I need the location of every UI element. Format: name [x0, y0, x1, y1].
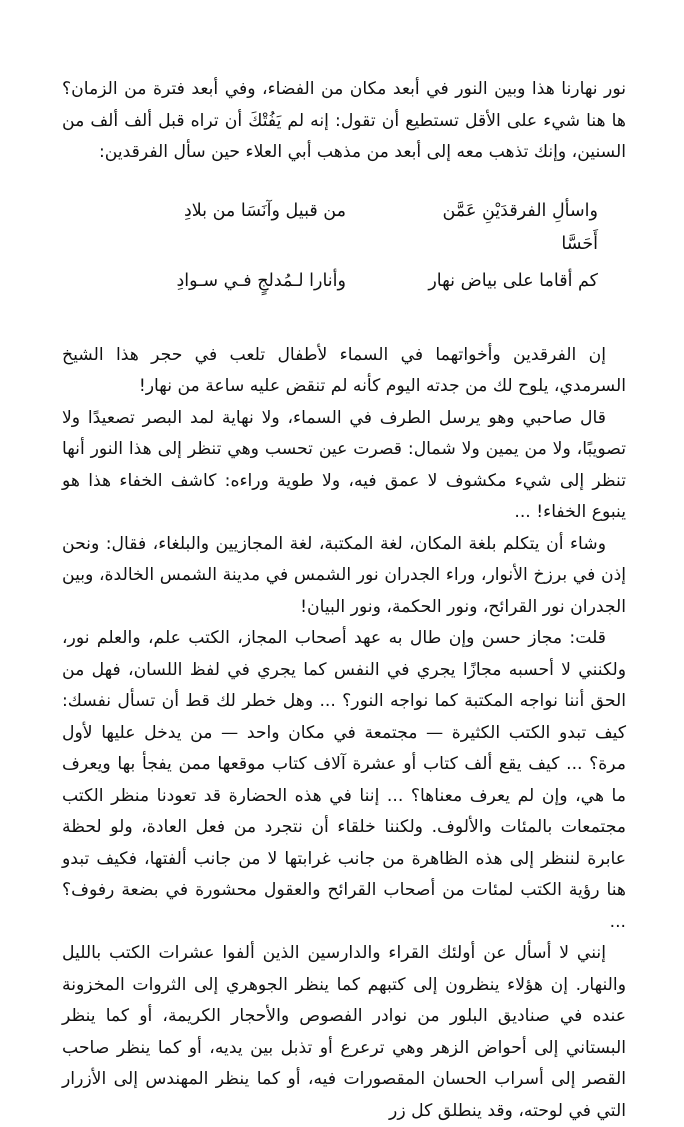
- poem-second-hemistich: من قبيل وآنَسَا من بلادِ: [183, 200, 346, 221]
- paragraph: قال صاحبي وهو يرسل الطرف في السماء، ولا نهاية لمد البصر تصعيدًا ولا تصويبًا، ولا من يمين ولا شمال: قصرت عين تحسب وهي تنظر إلى هذا النور أنها تنظر إلى شيء مكشوف لا عمق فيه، ولا طوية وراءه: كاشف الخفاء هذا هو ينبوع الخفاء! ...: [62, 407, 626, 522]
- poem-first-hemistich: كم أقاما على بياض نهار: [428, 270, 598, 291]
- poem-verses: [62, 195, 626, 298]
- poem-verse: [62, 195, 626, 261]
- paragraph: إنني لا أسأل عن أولئك القراء والدارسين الذين ألفوا عشرات الكتب بالليل والنهار. إن هؤلاء ينظرون إلى كتبهم كما ينظر الجوهري إلى الثروات المخزونة عنده في صناديق البلور من نوادر الفصوص والأحجار الكريمة، أو كما ينظر البستاني إلى أحواض الزهر وهي ترعرع أو تذبل بين يديه، أو كما ينظر صاحب القصر إلى أسراب الحسان المقصورات فيه، أو كما ينظر المهندس إلى الأزرار التي في لوحته، وقد ينطلق كل زر: [62, 943, 626, 1121]
- paragraph: قلت: مجاز حسن وإن طال به عهد أصحاب المجاز، الكتب علم، والعلم نور، ولكنني لا أحسبه مجازًا يجري في النفس كما يجري في لفظ اللسان، فهل من الحق أننا نواجه المكتبة كما نواجه النور؟ ... وهل خطر لك قط أن تسأل نفسك: كيف تبدو الكتب الكثيرة — مجتمعة في مكان واحد — من يدخل عليها لأول مرة؟ ... كيف يقع ألف كتاب أو عشرة آلاف كتاب موقعها ممن يفجأ بها ويعرف ما هي، وإن لم يعرف معناها؟ ... إننا في هذه الحضارة قد تعودنا منظر الكتب مجتمعات بالمئات والألوف. ولكننا خلقاء أن نتجرد من فعل العادة، ولو لحظة عابرة لننظر إلى هذه الظاهرة من جانب غرابتها لا من جانب ألفتها، فكيف تبدو هنا رؤية الكتب لمئات من أصحاب القرائح والعقول محشورة في بضعة رفوف؟ ...: [62, 628, 626, 932]
- poem-first-hemistich: واسألِ الفرقدَيْنِ عَمَّن أَحَسَّا: [442, 200, 598, 254]
- intro-paragraph: نور نهارنا هذا وبين النور في أبعد مكان من الفضاء، وفي أبعد فترة من الزمان؟ ها هنا شيء على الأقل تستطيع أن تقول: إنه لم يَفُتْكَ أن تراه قبل ألف ألف من السنين، وإنك تذهب معه إلى أبعد من مذهب أبي العلاء حين سأل الفرقدين:: [62, 79, 626, 162]
- paragraph: وشاء أن يتكلم بلغة المكان، لغة المكتبة، لغة المجازيين والبلغاء، فقال: ونحن إذن في برزخ الأنوار، وراء الجدران نور الشمس في مدينة الشمس الخالدة، وبين الجدران نور القرائح، ونور الحكمة، ونور البيان!: [62, 533, 626, 617]
- poem-second-hemistich: وأنارا لـمُدلجٍ فـي سـوادِ: [176, 270, 346, 291]
- poem-verse: [62, 265, 626, 298]
- paragraph: إن الفرقدين وأخواتهما في السماء لأطفال تلعب في حجر هذا الشيخ السرمدي، يلوح لك من جدته اليوم كأنه لم تنقض عليه ساعة من نهار!: [62, 344, 626, 396]
